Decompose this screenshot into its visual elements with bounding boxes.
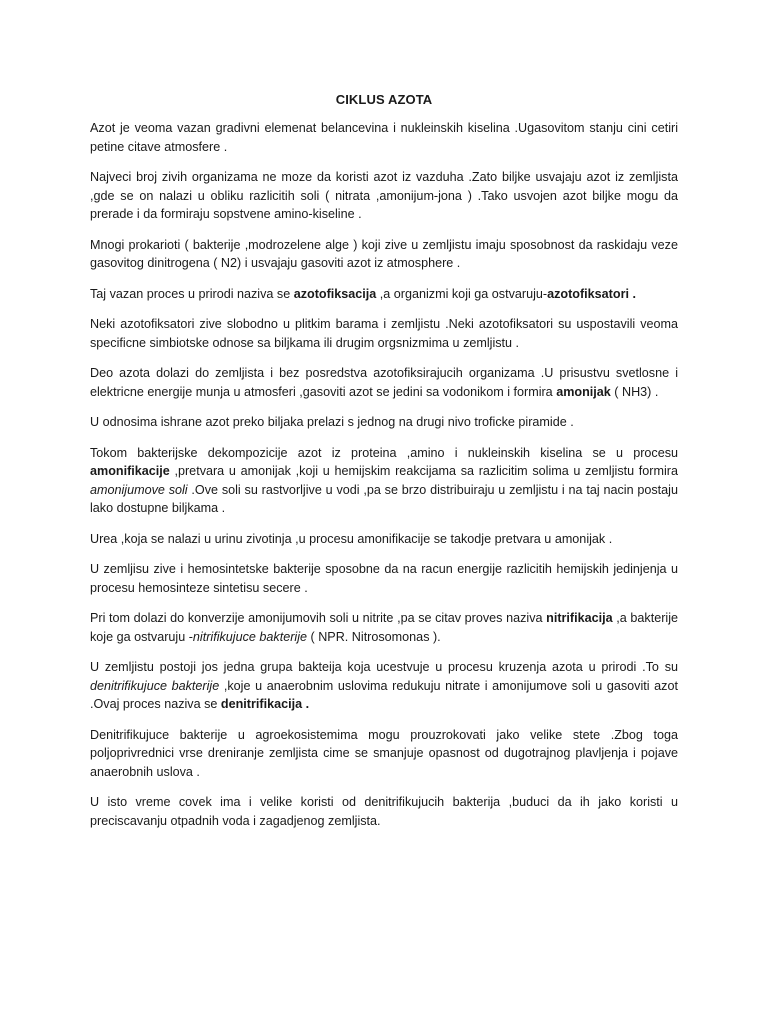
document-title: CIKLUS AZOTA	[335, 92, 433, 107]
paragraph-11-text-1: Pri tom dolazi do konverzije amonijumovih soli u nitrite ,pa se citav proves naziva	[90, 611, 547, 625]
paragraph-9: Urea ,koja se nalazi u urinu zivotinja ,u procesu amonifikacije se takodje pretvara u amonijak .	[90, 531, 613, 546]
paragraph-6-text-1: Deo azota dolazi do zemljista i bez posredstva azotofiksirajucih organizama .U prisustvu svetlosne i elektricne energije munja u atmosferi ,gasoviti azot se jedini sa vodonikom i formira	[90, 366, 678, 399]
paragraph-6-text-2: ( NH3) .	[610, 384, 659, 399]
paragraph-8	[90, 444, 678, 518]
term-amonijumove-soli: amonijumove soli	[90, 482, 188, 497]
paragraph-12-text-2: ,koje u anaerobnim uslovima redukuju nitrate i amonijumove soli u gasoviti azot .Ovaj proces naziva se	[90, 678, 678, 711]
paragraph-11-text-2: ,a bakterije koje ga ostvaruju -	[90, 611, 678, 644]
paragraph-11-text-3: ( NPR. Nitrosomonas ).	[307, 629, 441, 644]
paragraph-3: Mnogi prokarioti ( bakterije ,modrozelene alge ) koji zive u zemljistu imaju sposobnost da raskidaju veze gasovitog dinitrogena ( N2) i usvajaju gasoviti azot iz atmosphere .	[90, 237, 678, 270]
paragraph-6	[90, 364, 678, 401]
term-amonijak: amonijak	[556, 384, 611, 399]
term-azotofiksacija: azotofiksacija	[293, 286, 377, 301]
paragraph-14: U isto vreme covek ima i velike koristi od denitrifikujucih bakterija ,buduci da ih jako koristi u preciscavanju otpadnih voda i zagadjenog zemljista.	[90, 795, 678, 828]
paragraph-10: U zemljisu zive i hemosintetske bakterije sposobne da na racun energije razlicitih hemijskih jedinjenja u procesu hemosinteze sintetisu secere .	[90, 562, 678, 595]
paragraph-13: Denitrifikujuce bakterije u agroekosistemima mogu prouzrokovati jako velike stete .Zbog toga poljoprivrednici vrse dreniranje zemljista cime se smanjuje opasnost od dugotrajnog plavljenja i pojave anaerobnih uslova .	[90, 727, 678, 779]
paragraph-12	[90, 658, 678, 714]
paragraph-11	[90, 609, 678, 646]
paragraph-4-text-1: Taj vazan proces u prirodi naziva se	[90, 286, 294, 301]
paragraph-4	[90, 285, 678, 304]
term-nitrifikacija: nitrifikacija	[546, 611, 613, 625]
paragraph-5: Neki azotofiksatori zive slobodno u plitkim barama i zemljistu .Neki azotofiksatori su uspostavili veoma specificne simbiotske odnose sa biljkama ili drugim orgsnizmima u zemljistu .	[90, 317, 678, 350]
term-azotofiksatori: azotofiksatori .	[547, 286, 636, 301]
paragraph-8-text-1: Tokom bakterijske dekompozicije azot iz proteina ,amino i nukleinskih kiselina se u procesu	[90, 445, 678, 460]
paragraph-12-text-1: U zemljistu postoji jos jedna grupa bakteija koja ucestvuje u procesu kruzenja azota u prirodi .To su	[90, 660, 678, 674]
paragraph-4-text-2: ,a organizmi koji ga ostvaruju-	[376, 286, 548, 301]
paragraph-7: U odnosima ishrane azot preko biljaka prelazi s jednog na drugi nivo troficke piramide .	[90, 415, 574, 429]
paragraph-2: Najveci broj zivih organizama ne moze da koristi azot iz vazduha .Zato biljke usvajaju azot iz zemljista ,gde se on nalazi u obliku razlicitih soli ( nitrata ,amonijum-jona ) .Tako usvojen azot biljke mogu da prerade i da formiraju sopstvene amino-kiseline .	[90, 170, 678, 221]
term-denitrifikujuce-bakterije: denitrifikujuce bakterije	[90, 678, 220, 693]
paragraph-8-text-3: .Ove soli su rastvorljive u vodi ,pa se brzo distribuiraju u zemljistu i na taj nacin postaju lako dostupne biljkama .	[90, 482, 678, 515]
paragraph-1: Azot je veoma vazan gradivni elemenat belancevina i nukleinskih kiselina .Ugasovitom stanju cini cetiri petine citave atmosfere .	[90, 121, 678, 154]
term-nitrifikujuce-bakterije: nitrifikujuce bakterije	[192, 629, 308, 644]
term-amonifikacije: amonifikacije	[90, 464, 170, 478]
term-denitrifikacija: denitrifikacija .	[220, 697, 310, 711]
paragraph-8-text-2: ,pretvara u amonijak ,koji u hemijskim reakcijama sa razlicitim solima u zemljistu formira	[169, 464, 678, 478]
